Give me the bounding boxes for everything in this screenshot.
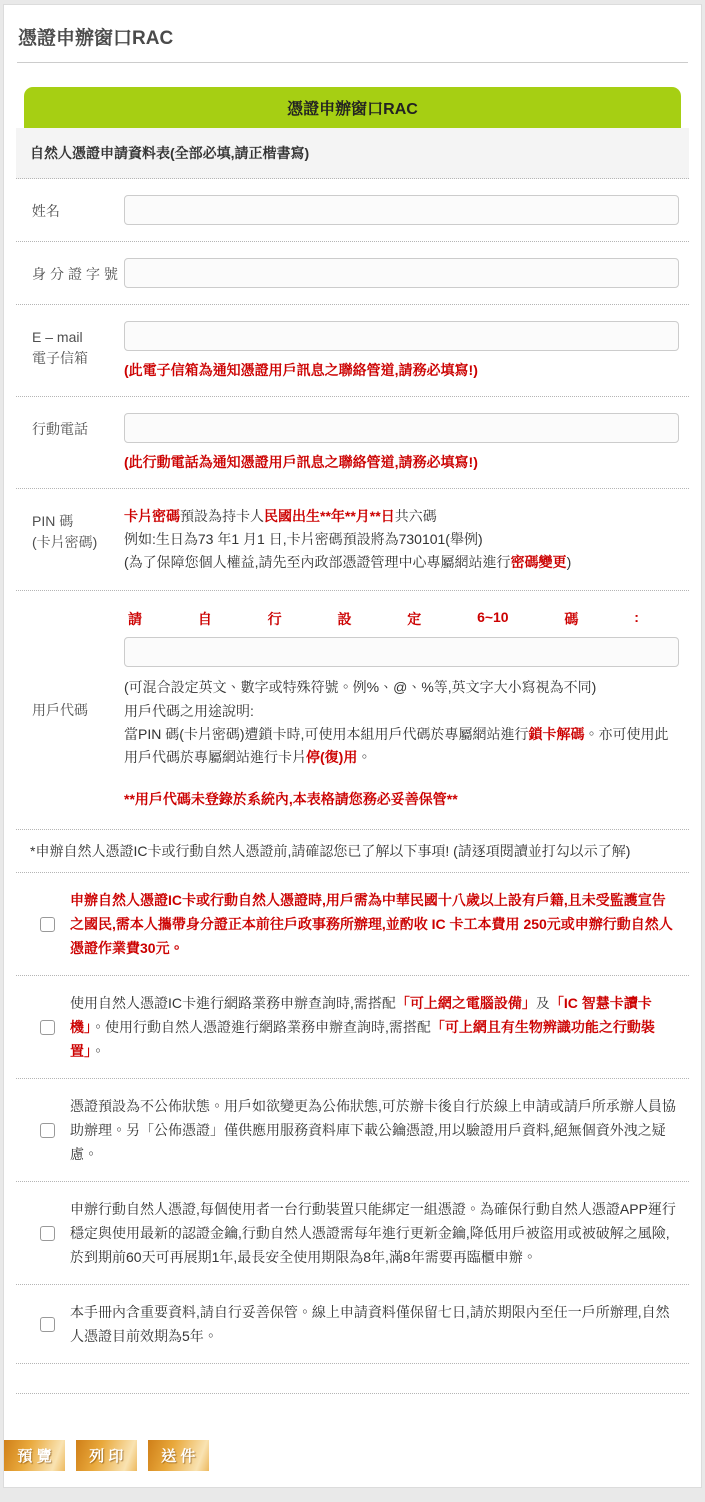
text-segment: 。 [91, 1043, 105, 1059]
confirm-item-row [16, 873, 689, 976]
bottom-spacer-row [16, 1364, 689, 1394]
page-window [3, 4, 702, 1488]
confirm-intro: *申辦自然人憑證IC卡或行動自然人憑證前,請確認您已了解以下事項! (請逐項閱讀並打勾以示了解) [16, 830, 689, 873]
confirm-item-text [70, 1094, 677, 1166]
text-segment-red: 「可上網之電腦設備」 [395, 995, 536, 1011]
text-segment-red: 停(復)用 [306, 749, 358, 765]
page-head [4, 5, 701, 50]
pin-default-rule [124, 505, 679, 528]
text-segment: 預設為持卡人 [180, 508, 264, 524]
user-code-usage-text [124, 723, 679, 769]
email-label-zh: 電子信箱 [32, 350, 88, 366]
text-segment: 共六碼 [394, 508, 437, 524]
confirm-checkbox[interactable] [40, 1123, 55, 1138]
setup-word: 碼 [564, 611, 579, 627]
confirm-checkbox[interactable] [40, 917, 55, 932]
text-segment: 。 [357, 749, 372, 765]
pin-example: 例如:生日為73 年1 月1 日,卡片密碼預設將為730101(舉例) [124, 531, 483, 547]
submit-button[interactable]: 送 件 [148, 1440, 209, 1471]
text-segment: 憑證預設為不公佈狀態。用戶如欲變更為公佈狀態,可於辦卡後自行於線上申請或請戶所承辦人員協助辦理。另「公佈憑證」僅供應用服務資料庫下載公鑰憑證,用以驗證用戶資料,絕無個資外洩之疑慮。 [70, 1098, 676, 1162]
name-input[interactable] [124, 195, 679, 225]
setup-word: 請 [128, 611, 142, 627]
id-number-label: 身分證字號 [32, 266, 122, 282]
text-segment-red: 申辦自然人憑證IC卡或行動自然人憑證時,用戶需為中華民國十八歲以上設有戶籍,且未受監護宣告之國民,需本人攜帶身分證正本前往戶政事務所辦理,並酌收 IC 卡工本費用 250元或申辦行動自然人憑證作業費30元。 [70, 892, 673, 956]
text-segment: 申辦行動自然人憑證,每個使用者一台行動裝置只能綁定一組憑證。為確保行動自然人憑證APP運行穩定與使用最新的認證金鑰,行動自然人憑證需每年進行更新金鑰,降低用戶被盜用或被破解之風險,於到期前60天可再展期1年,最長安全使用期限為8年,滿8年需要再臨櫃申辦。 [70, 1201, 676, 1265]
confirm-items-list [16, 873, 689, 1364]
text-segment: 本手冊內含重要資料,請自行妥善保管。線上申請資料僅保留七日,請於期限內至任一戶所辦理,自然人憑證目前效期為5年。 [70, 1304, 670, 1344]
setup-word: 定 [407, 611, 422, 627]
setup-word: : [634, 609, 639, 625]
mobile-label: 行動電話 [32, 421, 88, 437]
confirm-item-row [16, 1285, 689, 1364]
pin-label-line2: (卡片密碼) [32, 534, 98, 550]
action-button-bar [4, 1440, 701, 1471]
text-segment-red: 密碼變更 [510, 554, 567, 570]
text-segment-red: 卡片密碼 [124, 508, 180, 524]
text-segment-red: 民國出生**年**月**日 [264, 508, 395, 524]
email-label-en: E – mail [32, 329, 83, 345]
text-segment: 。使用行動自然人憑證進行網路業務申辦查詢時,需搭配 [91, 1019, 431, 1035]
confirm-item-text [70, 991, 677, 1063]
user-code-label: 用戶代碼 [32, 701, 88, 718]
confirm-item-row [16, 976, 689, 1079]
page-title: 憑證申辦窗口RAC [18, 28, 174, 49]
setup-word: 自 [197, 611, 212, 627]
confirm-item-text [70, 888, 677, 960]
text-segment-red: 「可上網且有生物辨識功能之行動裝置」 [70, 1019, 655, 1059]
card-header-title: 憑證申辦窗口RAC [24, 87, 681, 128]
text-segment-red: 「IC 智慧卡讀卡機」 [70, 995, 652, 1035]
id-number-row [16, 242, 689, 305]
pin-label [32, 505, 124, 574]
email-label [32, 321, 124, 380]
setup-word: 6~10 [477, 609, 509, 625]
confirm-checkbox[interactable] [40, 1226, 55, 1241]
name-label: 姓名 [32, 203, 60, 219]
confirm-item-row [16, 1182, 689, 1285]
text-segment: 。亦可使用此用戶代碼於專屬網站進行卡片 [124, 726, 669, 765]
text-segment: (為了保障您個人權益,請先至內政部憑證管理中心專屬網站進行 [124, 554, 511, 570]
mobile-row [16, 397, 689, 489]
title-divider [17, 62, 688, 63]
text-segment-red: 鎖卡解碼 [528, 726, 585, 742]
email-input[interactable] [124, 321, 679, 351]
print-button[interactable]: 列 印 [76, 1440, 137, 1471]
email-row [16, 305, 689, 397]
setup-word: 行 [267, 611, 282, 627]
pin-row [16, 489, 689, 591]
name-row [16, 179, 689, 242]
mobile-input[interactable] [124, 413, 679, 443]
text-segment: 使用自然人憑證IC卡進行網路業務申辦查詢時,需搭配 [70, 995, 396, 1011]
confirm-item-row [16, 1079, 689, 1182]
setup-word: 設 [337, 611, 352, 627]
pin-label-line1: PIN 碼 [32, 513, 74, 529]
id-number-input[interactable] [124, 258, 679, 288]
email-note: (此電子信箱為通知憑證用戶訊息之聯絡管道,請務必填寫!) [124, 362, 478, 378]
mobile-note: (此行動電話為通知憑證用戶訊息之聯絡管道,請務必填寫!) [124, 454, 478, 470]
user-code-input[interactable] [124, 637, 679, 667]
user-code-setup-instruction [124, 607, 679, 629]
text-segment: ) [566, 554, 572, 570]
form-subheader: 自然人憑證申請資料表(全部必填,請正楷書寫) [16, 128, 689, 179]
text-segment: 當PIN 碼(卡片密碼)遭鎖卡時,可使用本組用戶代碼於專屬網站進行 [124, 726, 529, 742]
user-code-usage-title: 用戶代碼之用途說明: [124, 703, 254, 719]
confirm-checkbox[interactable] [40, 1317, 55, 1332]
text-segment: 及 [535, 995, 550, 1011]
confirm-item-text [70, 1197, 677, 1269]
application-form-card [16, 87, 689, 1394]
user-code-hint: (可混合設定英文、數字或特殊符號。例%、@、%等,英文字大小寫視為不同) [124, 679, 597, 695]
confirm-item-text [70, 1300, 677, 1348]
user-code-row [16, 591, 689, 830]
confirm-checkbox[interactable] [40, 1020, 55, 1035]
user-code-warning: **用戶代碼未登錄於系統內,本表格請您務必妥善保管** [124, 791, 458, 807]
preview-button[interactable]: 預 覽 [4, 1440, 65, 1471]
pin-change-advice [124, 551, 679, 574]
